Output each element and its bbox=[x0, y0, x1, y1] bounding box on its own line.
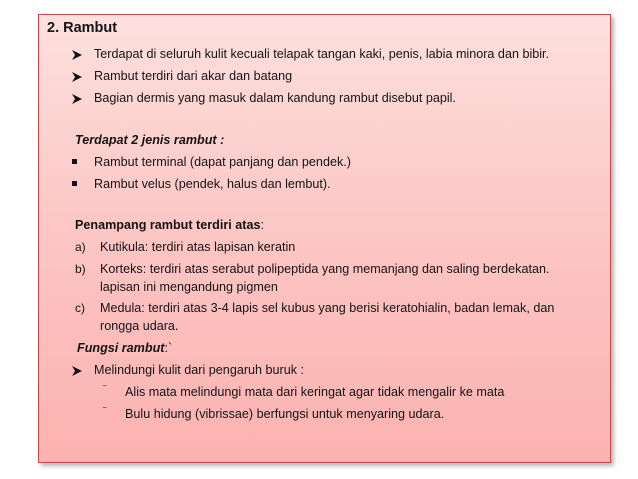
function-sub-1: Alis mata melindungi mata dari keringat agar tidak mengalir ke mata bbox=[125, 385, 505, 399]
list-marker-c: c) bbox=[75, 301, 85, 315]
function-main: Melindungi kulit dari pengaruh buruk : bbox=[94, 363, 305, 377]
types-heading: Terdapat 2 jenis rambut : bbox=[75, 133, 225, 147]
square-bullet-icon bbox=[72, 181, 77, 186]
slide-card bbox=[38, 14, 611, 463]
function-heading bbox=[77, 340, 172, 356]
function-sub-2: Bulu hidung (vibrissae) berfungsi untuk menyaring udara. bbox=[125, 407, 445, 421]
arrow-bullet-icon bbox=[71, 93, 83, 105]
cross-section-c-line-1: Medula: terdiri atas 3-4 lapis sel kubus yang berisi keratohialin, badan lemak, dan bbox=[100, 301, 555, 315]
intro-bullet-1: Terdapat di seluruh kulit kecuali telapak tangan kaki, penis, labia minora dan bibir. bbox=[94, 47, 550, 61]
type-item-1: Rambut terminal (dapat panjang dan pendek.) bbox=[94, 155, 351, 169]
arrow-bullet-icon bbox=[71, 49, 83, 61]
function-heading-bold: Fungsi rambut bbox=[77, 341, 165, 355]
type-item-2: Rambut velus (pendek, halus dan lembut). bbox=[94, 177, 331, 191]
cross-section-heading-bold: Penampang rambut terdiri atas bbox=[75, 218, 261, 232]
square-bullet-icon bbox=[72, 159, 77, 164]
cross-section-b-line-2: lapisan ini mengandung pigmen bbox=[100, 280, 278, 294]
intro-bullet-3: Bagian dermis yang masuk dalam kandung rambut disebut papil. bbox=[94, 91, 456, 105]
list-marker-a: a) bbox=[75, 240, 86, 254]
dash-bullet-icon: ⁻ bbox=[102, 405, 108, 416]
arrow-bullet-icon bbox=[71, 365, 83, 377]
arrow-bullet-icon bbox=[71, 71, 83, 83]
cross-section-b-line-1: Korteks: terdiri atas serabut polipeptida yang memanjang dan saling berdekatan. bbox=[100, 262, 550, 276]
cross-section-heading-tail: : bbox=[260, 218, 264, 232]
cross-section-heading bbox=[75, 217, 264, 233]
dash-bullet-icon: ⁻ bbox=[102, 383, 108, 394]
section-heading: 2. Rambut bbox=[47, 20, 118, 36]
cross-section-a-line-1: Kutikula: terdiri atas lapisan keratin bbox=[100, 240, 296, 254]
cross-section-c-line-2: rongga udara. bbox=[100, 319, 179, 333]
intro-bullet-2: Rambut terdiri dari akar dan batang bbox=[94, 69, 293, 83]
list-marker-b: b) bbox=[75, 262, 86, 276]
function-heading-tail: :` bbox=[164, 341, 173, 355]
